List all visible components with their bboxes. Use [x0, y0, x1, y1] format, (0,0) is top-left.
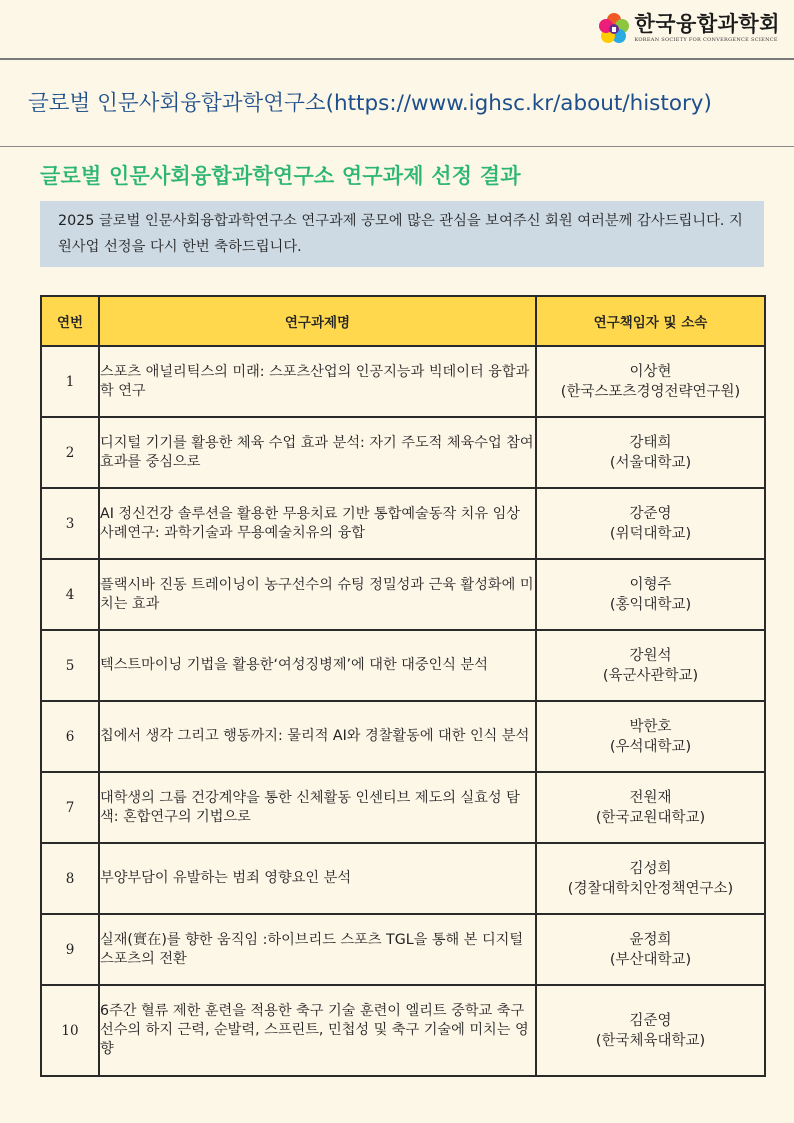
section-divider — [0, 146, 794, 147]
researcher-affiliation: (홍익대학교) — [609, 596, 692, 613]
header-number: 연번 — [41, 296, 99, 346]
logo-name: 한국융합과학회 — [634, 12, 780, 36]
researcher-affiliation: (한국체육대학교) — [595, 1032, 706, 1049]
row-title: AI 정신건강 솔루션을 활용한 무용치료 기반 통합예술동작 치유 임상 사례연구: 과학기술과 무용예술치유의 융합 — [99, 488, 536, 559]
row-number: 3 — [41, 488, 99, 559]
table-row — [41, 843, 765, 914]
table-row — [41, 914, 765, 985]
row-title: 실재(實在)를 향한 움직임 :하이브리드 스포츠 TGL을 통해 본 디지털 스포츠의 전환 — [99, 914, 536, 985]
row-title: 6주간 혈류 제한 훈련을 적용한 축구 기술 훈련이 엘리트 중학교 축구 선수의 하지 근력, 순발력, 스프린트, 민첩성 및 축구 기술에 미치는 영향 — [99, 985, 536, 1076]
row-researcher — [536, 488, 765, 559]
table-row — [41, 630, 765, 701]
researcher-name: 이형주 — [629, 576, 672, 593]
researcher-name: 전원재 — [629, 789, 672, 806]
row-title: 칩에서 생각 그리고 행동까지: 물리적 AI와 경찰활동에 대한 인식 분석 — [99, 701, 536, 772]
researcher-name: 이상현 — [629, 363, 672, 380]
table-row — [41, 701, 765, 772]
header-title: 연구과제명 — [99, 296, 536, 346]
researcher-affiliation: (우석대학교) — [609, 738, 692, 755]
researcher-affiliation: (한국스포츠경영전략연구원) — [560, 383, 741, 400]
researcher-name: 강원석 — [629, 647, 672, 664]
institute-banner: 글로벌 인문사회융합과학연구소(https://www.ighsc.kr/about/history) — [28, 91, 712, 116]
researcher-affiliation: (경찰대학치안정책연구소) — [567, 880, 734, 897]
header-researcher: 연구책임자 및 소속 — [536, 296, 765, 346]
logo-subtitle: KOREAN SOCIETY FOR CONVERGENCE SCIENCE — [634, 37, 778, 43]
table-row — [41, 559, 765, 630]
intro-notice: 2025 글로벌 인문사회융합과학연구소 연구과제 공모에 많은 관심을 보여주신 회원 여러분께 감사드립니다. 지원사업 선정을 다시 한번 축하드립니다. — [40, 201, 764, 267]
researcher-name: 윤정희 — [629, 931, 672, 948]
row-researcher — [536, 772, 765, 843]
row-title: 디지털 기기를 활용한 체육 수업 효과 분석: 자기 주도적 체육수업 참여 효과를 중심으로 — [99, 417, 536, 488]
row-number: 5 — [41, 630, 99, 701]
table-row — [41, 985, 765, 1076]
researcher-affiliation: (육군사관학교) — [602, 667, 699, 684]
row-researcher — [536, 559, 765, 630]
logo-figure — [612, 27, 616, 32]
row-number: 8 — [41, 843, 99, 914]
researcher-name: 강준영 — [629, 505, 672, 522]
table-row — [41, 488, 765, 559]
row-number: 4 — [41, 559, 99, 630]
row-title: 부양부담이 유발하는 범죄 영향요인 분석 — [99, 843, 536, 914]
row-researcher — [536, 417, 765, 488]
row-researcher — [536, 985, 765, 1076]
researcher-name: 박한호 — [629, 718, 672, 735]
researcher-affiliation: (부산대학교) — [609, 951, 692, 968]
row-number: 10 — [41, 985, 99, 1076]
table-header-row — [41, 296, 765, 346]
row-number: 6 — [41, 701, 99, 772]
row-number: 2 — [41, 417, 99, 488]
logo-flower-icon — [598, 12, 630, 44]
researcher-affiliation: (한국교원대학교) — [595, 809, 706, 826]
row-title: 대학생의 그룹 건강계약을 통한 신체활동 인센티브 제도의 실효성 탐색: 혼합연구의 기법으로 — [99, 772, 536, 843]
researcher-affiliation: (서울대학교) — [609, 454, 692, 471]
row-researcher — [536, 346, 765, 417]
row-researcher — [536, 630, 765, 701]
row-researcher — [536, 843, 765, 914]
row-number: 9 — [41, 914, 99, 985]
row-title: 스포츠 애널리틱스의 미래: 스포츠산업의 인공지능과 빅데이터 융합과학 연구 — [99, 346, 536, 417]
row-title: 텍스트마이닝 기법을 활용한‘여성징병제’에 대한 대중인식 분석 — [99, 630, 536, 701]
researcher-name: 김준영 — [629, 1012, 672, 1029]
researcher-affiliation: (위덕대학교) — [609, 525, 692, 542]
row-researcher — [536, 914, 765, 985]
table-row — [41, 772, 765, 843]
results-table — [40, 295, 766, 1077]
row-number: 1 — [41, 346, 99, 417]
researcher-name: 강태희 — [629, 434, 672, 451]
row-title: 플랙시바 진동 트레이닝이 농구선수의 슈팅 정밀성과 근육 활성화에 미치는 효과 — [99, 559, 536, 630]
row-number: 7 — [41, 772, 99, 843]
section-title: 글로벌 인문사회융합과학연구소 연구과제 선정 결과 — [40, 164, 521, 188]
society-logo — [598, 12, 780, 44]
table-row — [41, 417, 765, 488]
logo-text — [634, 13, 780, 43]
row-researcher — [536, 701, 765, 772]
top-divider — [0, 58, 794, 60]
table-row — [41, 346, 765, 417]
researcher-name: 김성희 — [629, 860, 672, 877]
